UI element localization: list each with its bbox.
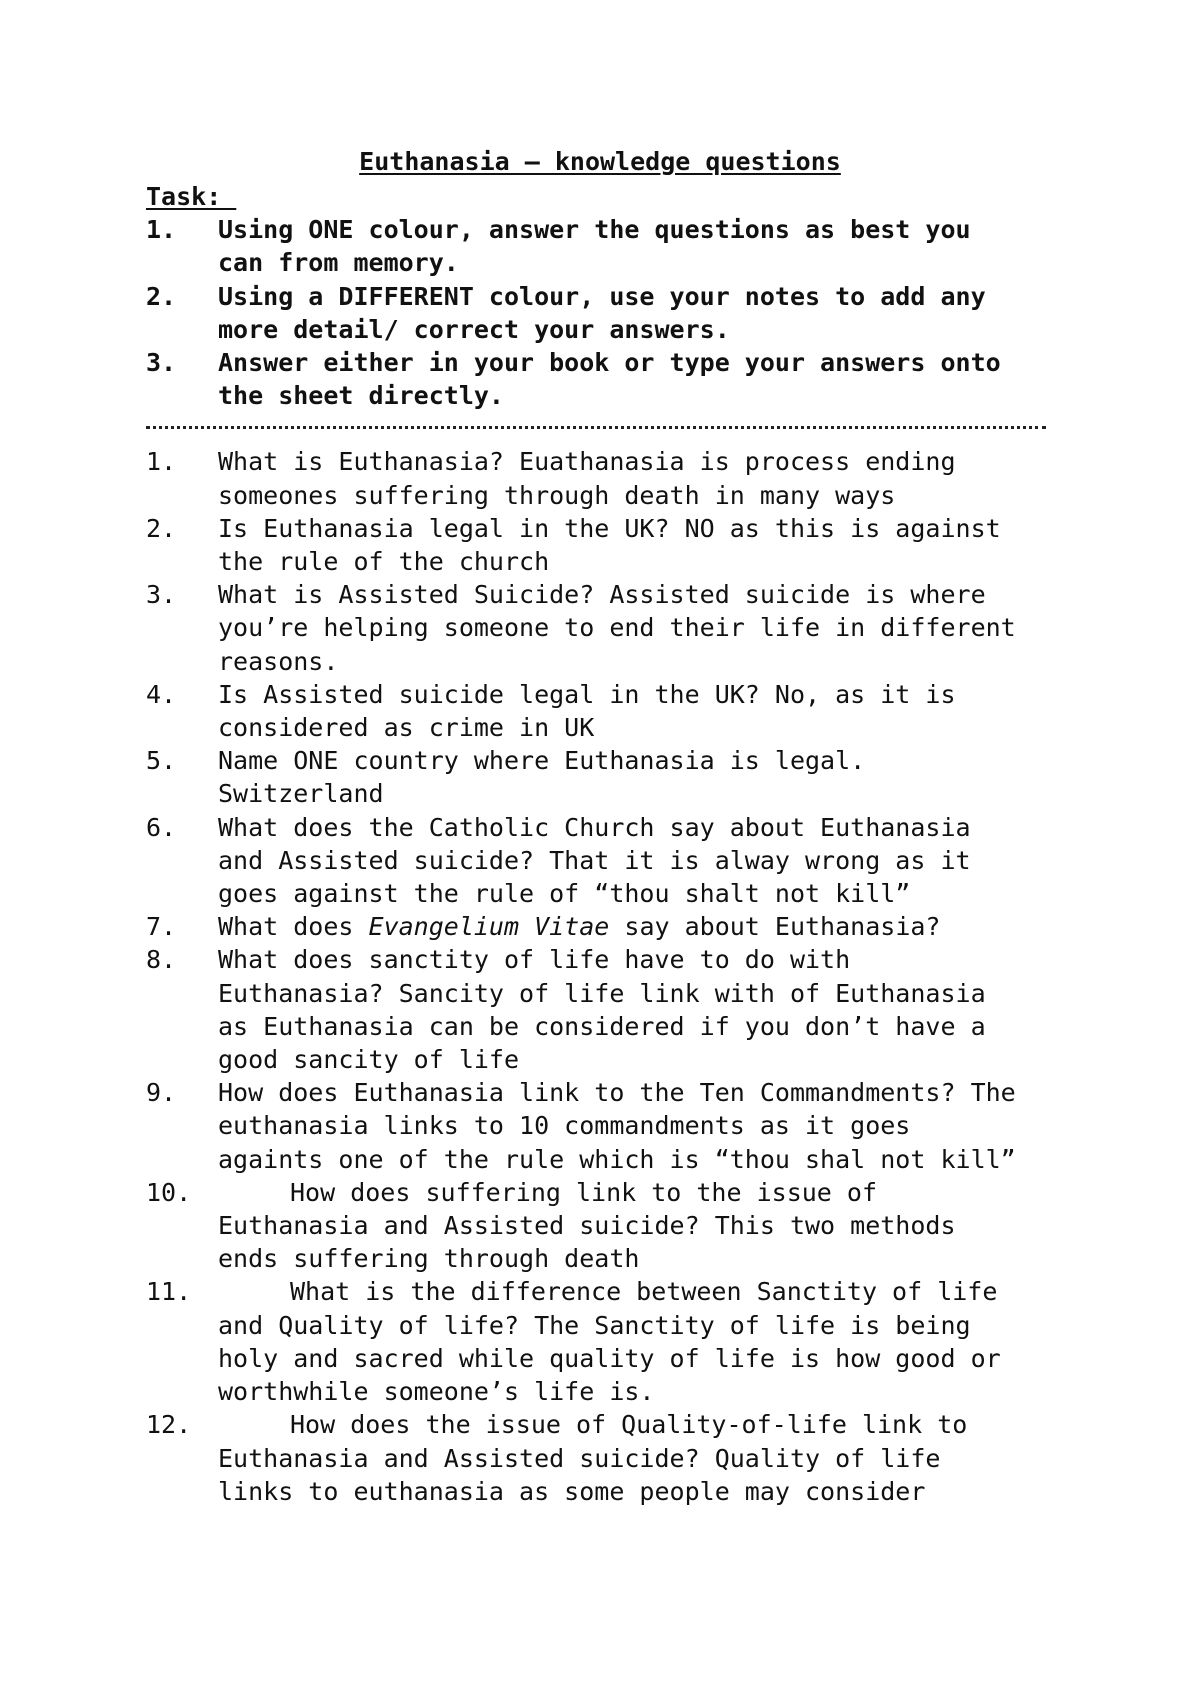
- document-title-italic: Evangelium Vitae: [368, 912, 610, 942]
- question-text: good sancity of life: [218, 1045, 520, 1075]
- question-text: Euthanasia and Assisted suicide? Quality of life: [218, 1443, 941, 1473]
- question-text: Switzerland: [218, 779, 384, 809]
- question-item: [146, 1076, 1066, 1176]
- question-text: euthanasia links to 10 commandments as it goes: [218, 1111, 911, 1141]
- task-number: 3.: [146, 348, 177, 377]
- page-title: Euthanasia – knowledge questions: [359, 147, 841, 176]
- question-text: How does the issue of Quality-of-life link to: [290, 1410, 968, 1440]
- task-text: more detail/ correct your answers.: [218, 314, 730, 344]
- question-number: 9.: [146, 1078, 177, 1108]
- question-text: What is the difference between Sanctity of life: [290, 1277, 998, 1307]
- question-list: [146, 445, 1066, 1508]
- task-number: 2.: [146, 281, 177, 311]
- task-text: Using ONE colour, answer the questions as best you: [218, 215, 971, 245]
- question-text-pre: What does: [218, 912, 369, 942]
- task-text: the sheet directly.: [218, 381, 504, 411]
- question-item: [146, 1275, 1066, 1408]
- question-text: How does Euthanasia link to the Ten Commandments? The: [218, 1078, 1016, 1108]
- question-text: How does suffering link to the issue of: [290, 1177, 877, 1207]
- question-number: 3.: [146, 580, 177, 610]
- question-text: holy and sacred while quality of life is how good or: [218, 1343, 1001, 1373]
- question-text: Is Assisted suicide legal in the UK? No, as it is: [218, 679, 956, 709]
- question-number: 12.: [146, 1410, 192, 1440]
- question-text: What is Assisted Suicide? Assisted suicide is where: [218, 580, 986, 610]
- question-item: [146, 943, 1066, 1076]
- question-item: [146, 1408, 1066, 1508]
- document-body: [146, 180, 1066, 1508]
- task-text: can from memory.: [218, 248, 459, 278]
- task-item: [146, 346, 1066, 412]
- task-item: [146, 280, 1066, 346]
- question-text: as Euthanasia can be considered if you don’t have a: [218, 1011, 986, 1041]
- question-number: 1.: [146, 447, 177, 477]
- question-item: [146, 744, 1066, 810]
- question-text: worthwhile someone’s life is.: [218, 1377, 655, 1407]
- question-text: Is Euthanasia legal in the UK? NO as this is against: [218, 513, 1001, 543]
- question-text: links to euthanasia as some people may consider: [218, 1476, 926, 1506]
- question-text: What is Euthanasia? Euathanasia is process ending: [218, 447, 956, 477]
- question-text: againts one of the rule which is “thou shal not kill”: [218, 1144, 1016, 1174]
- task-text: Answer either in your book or type your answers onto: [218, 348, 1001, 377]
- question-item: [146, 578, 1066, 678]
- task-list: [146, 213, 1066, 412]
- question-number: 5.: [146, 746, 177, 776]
- question-item: [146, 512, 1066, 578]
- question-text: What does sanctity of life have to do with: [218, 945, 851, 975]
- task-label: Task:: [146, 182, 237, 211]
- question-number: 4.: [146, 679, 177, 709]
- question-item: [146, 910, 1066, 943]
- question-text: considered as crime in UK: [218, 713, 595, 743]
- question-text: Euthanasia? Sancity of life link with of Euthanasia: [218, 978, 986, 1008]
- question-text: and Assisted suicide? That it is alway wrong as it: [218, 845, 971, 875]
- question-text: [218, 910, 1066, 943]
- question-text: goes against the rule of “thou shalt not kill”: [218, 879, 911, 909]
- question-text: the rule of the church: [218, 547, 550, 577]
- question-text: Euthanasia and Assisted suicide? This two methods: [218, 1211, 956, 1241]
- dotted-divider: [146, 426, 1046, 429]
- question-number: 6.: [146, 812, 177, 842]
- question-item: [146, 1176, 1066, 1276]
- question-number: 11.: [146, 1277, 192, 1307]
- question-number: 2.: [146, 513, 177, 543]
- question-item: [146, 811, 1066, 911]
- question-text: someones suffering through death in many ways: [218, 480, 896, 510]
- question-text: ends suffering through death: [218, 1244, 640, 1274]
- question-text: reasons.: [218, 646, 339, 676]
- question-text: you’re helping someone to end their life in different: [218, 613, 1016, 643]
- task-number: 1.: [146, 215, 177, 245]
- task-text: Using a DIFFERENT colour, use your notes to add any: [218, 281, 986, 311]
- question-item: [146, 445, 1066, 511]
- task-item: [146, 213, 1066, 279]
- question-text-post: say about Euthanasia?: [609, 912, 941, 942]
- question-text: and Quality of life? The Sanctity of life is being: [218, 1310, 971, 1340]
- question-number: 8.: [146, 945, 177, 975]
- question-number: 10.: [146, 1177, 192, 1207]
- question-item: [146, 678, 1066, 744]
- question-text: Name ONE country where Euthanasia is legal.: [218, 746, 866, 776]
- question-text: What does the Catholic Church say about Euthanasia: [218, 812, 971, 842]
- question-number: 7.: [146, 912, 177, 942]
